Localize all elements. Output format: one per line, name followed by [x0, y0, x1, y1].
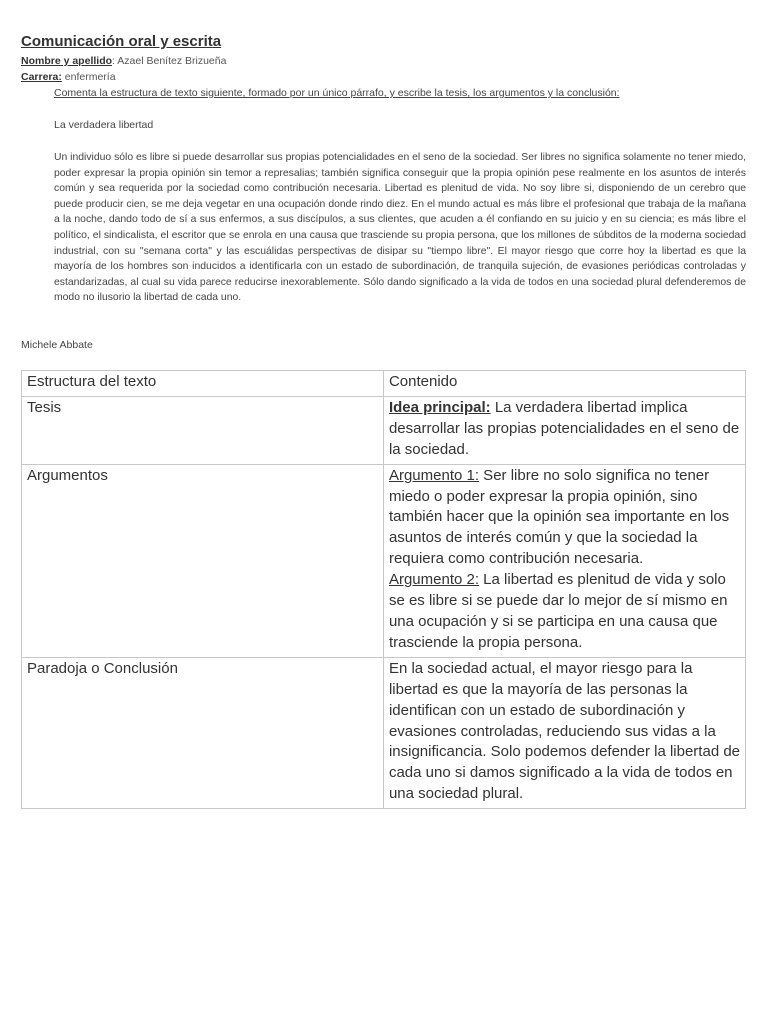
conclusion-label: Paradoja o Conclusión: [22, 657, 384, 808]
structure-table: [21, 370, 746, 809]
argumento-2-text: La libertad es plenitud de vida y solo se es libre si se puede dar lo mejor de sí mismo en una ocupación y si se participa en una causa que trasciende la propia persona.: [388, 571, 728, 651]
idea-principal-label: Idea principal:: [388, 398, 491, 416]
argumentos-content: [383, 464, 745, 657]
argumentos-label: Argumentos: [22, 464, 384, 657]
argumento-1-label: Argumento 1:: [388, 466, 480, 484]
table-header-row: [22, 371, 746, 397]
header-cell-structure: Estructura del texto: [22, 371, 384, 397]
tesis-label: Tesis: [22, 396, 384, 464]
conclusion-content: En la sociedad actual, el mayor riesgo para la libertad es que la mayoría de las personas la identifican con un estado de subordinación y evasiones controladas, reduciendo sus vidas a la insignificancia. Solo podemos defender la libertad de cada uno si damos significado a la vida de todos en una sociedad plural.: [383, 657, 745, 808]
header-cell-content: Contenido: [383, 371, 745, 397]
idea-principal-text: La verdadera libertad implica desarrollar las propias potencialidades en el seno de la sociedad.: [388, 398, 740, 458]
career-line: [21, 71, 116, 83]
table-row-argumentos: [22, 464, 746, 657]
argumento-2-label: Argumento 2:: [388, 571, 480, 589]
table-row-tesis: [22, 396, 746, 464]
career-value: enfermería: [64, 71, 116, 83]
name-label: Nombre y apellido: [21, 55, 113, 67]
career-label: Carrera:: [21, 71, 62, 83]
student-name: Azael Benítez Brizueña: [117, 55, 227, 67]
essay-title: La verdadera libertad: [54, 119, 154, 131]
student-name-line: [21, 55, 226, 67]
name-colon: :: [112, 55, 118, 67]
argumento-1-text: Ser libre no solo significa no tener miedo o poder expresar la propia opinión, sino también hacer que la opinión sea importante en los asuntos de interés común y que la sociedad la requiera como contribución necesaria.: [388, 466, 730, 568]
assignment-instruction: Comenta la estructura de texto siguiente, formado por un único párrafo, y escribe la tesis, los argumentos y la conclusión:: [54, 87, 620, 99]
tesis-content: [383, 396, 745, 464]
table-row-conclusion: [22, 657, 746, 808]
document-title: Comunicación oral y escrita: [21, 33, 222, 50]
essay-body: Un individuo sólo es libre si puede desarrollar sus propias potencialidades en el seno de la sociedad. Ser libres no significa solamente no tener miedo, poder expresar la propia opinión sin temor a represalias; también significa conseguir que la propia opinión pese realmente en los asuntos de interés común y sea requerida por la sociedad como contribución necesaria. Libertad es plenitud de vida. No soy libre si, disponiendo de un cerebro que puede producir cien, se me deja vegetar en una ocupación donde rindo diez. En el mundo actual es más libre el profesional que trabaja de la mañana a la noche, dando todo de sí a sus enfermos, a sus discípulos, a sus clientes, que acuden a él confiando en su juicio y en su ciencia; es más libre el político, el sindicalista, el escritor que se enrola en una causa que trasciende su propia persona, que los millones de súbditos de la moderna sociedad industrial, con su "semana corta" y las escuálidas perspectivas de disipar su "tiempo libre". El mayor riesgo que corre hoy la libertad es que la mayoría de los hombres son inducidos a identificarla con un estado de subordinación, de tranquila sujeción, de evasiones periódicas controladas y estandarizadas, al cual su vida parece reducirse inexorablemente. Sólo dando significado a la vida de todos en una sociedad plural defenderemos de modo no ilusorio la libertad de cada uno.: [54, 152, 746, 304]
essay-author: Michele Abbate: [21, 339, 93, 351]
